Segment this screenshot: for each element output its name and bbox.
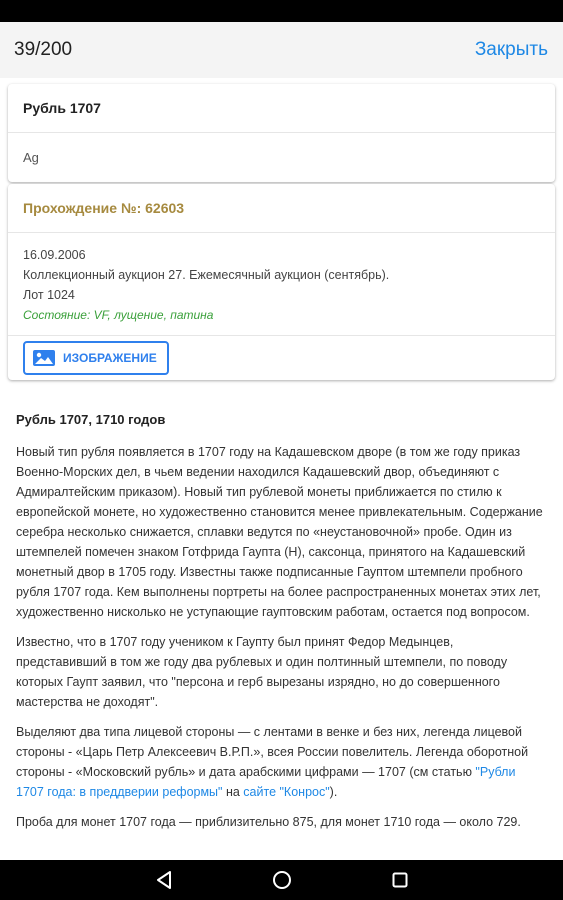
item-counter: 39/200 <box>14 39 73 60</box>
coin-title-row <box>8 84 555 133</box>
coin-card <box>8 84 555 182</box>
auction-title-row <box>8 184 555 233</box>
article-paragraph-1: Новый тип рубля появляется в 1707 году на Кадашевском дворе (в том же году приказ Военно-Морских дел, в чьем ведении находился Кадашевский двор, объединяют с Адмиралтейским приказом). Новый тип рублевой монеты приближается по стилю к европейской монете, но художественно становится менее привлекательным. Содержание серебра несколько снижается, сплавки ведутся по «неустановочной» пробе. Один из штемпелей помечен знаком Готфрида Гаупта (H), саксонца, принятого на Кадашевский монетный двор в 1705 году. Известны также подписанные Гауптом штемпели пробного рубля 1707 года. Кем выполнены портреты на более распространенных монетах этих лет, художественно нисколько не уступающие гауптовским работам, остается под вопросом. <box>16 445 543 619</box>
nav-back-button[interactable] <box>134 860 194 900</box>
article-paragraph-2: Известно, что в 1707 году учеником к Гаупту был принят Федор Медынцев, представивший в том же году два рублевых и один полтинный штемпели, по поводу которых Гаупт заявил, что "персона и герб вырезаны изрядно, но до совершенного мастерства не доходят". <box>16 635 508 709</box>
coin-metal-row <box>8 133 555 182</box>
konros-site-link[interactable]: сайте "Конрос" <box>243 785 330 799</box>
auction-lot: Лот 1024 <box>23 288 75 302</box>
auction-date: 16.09.2006 <box>23 248 86 262</box>
back-triangle-icon <box>156 871 172 889</box>
home-circle-icon <box>272 870 292 890</box>
auction-title: Прохождение №: 62603 <box>23 200 185 216</box>
paragraph-3-text: Выделяют два типа лицевой стороны — с лентами в венке и без них, легенда лицевой стороны - «Царь Петр Алексеевич В.Р.П.», всея России повелитель. Легенда оборотной стороны - «Московский рубль» и дата арабскими цифрами — 1707 (см статью <box>16 725 529 779</box>
nav-recents-button[interactable] <box>370 860 430 900</box>
reform-article-link[interactable]: "Рубли 1707 года: в преддверии реформы" <box>16 765 516 799</box>
auction-card <box>8 184 555 380</box>
auction-name: Коллекционный аукцион 27. Ежемесячный аукцион (сентябрь). <box>23 268 390 282</box>
image-button-label: ИЗОБРАЖЕНИЕ <box>63 351 157 365</box>
article-paragraph-3 <box>16 722 546 802</box>
image-button[interactable] <box>23 341 169 375</box>
image-icon <box>33 350 55 366</box>
nav-home-button[interactable] <box>252 860 312 900</box>
article <box>16 410 546 842</box>
app-header <box>0 22 563 78</box>
content-area <box>0 78 563 860</box>
status-bar <box>0 0 563 22</box>
recents-square-icon <box>392 872 408 888</box>
coin-title: Рубль 1707 <box>23 100 101 116</box>
image-button-row <box>8 336 555 380</box>
article-paragraph-4: Проба для монет 1707 года — приблизительно 875, для монет 1710 года — около 729. <box>16 815 521 829</box>
close-button[interactable]: Закрыть <box>474 39 548 60</box>
paragraph-3-mid: на <box>222 785 244 799</box>
paragraph-3-end: ). <box>329 785 338 799</box>
article-title: Рубль 1707, 1710 годов <box>16 412 166 427</box>
system-nav-bar <box>0 860 563 900</box>
coin-metal: Ag <box>23 150 39 165</box>
auction-details <box>8 233 555 336</box>
auction-condition: Состояние: VF, лущение, патина <box>23 308 214 322</box>
